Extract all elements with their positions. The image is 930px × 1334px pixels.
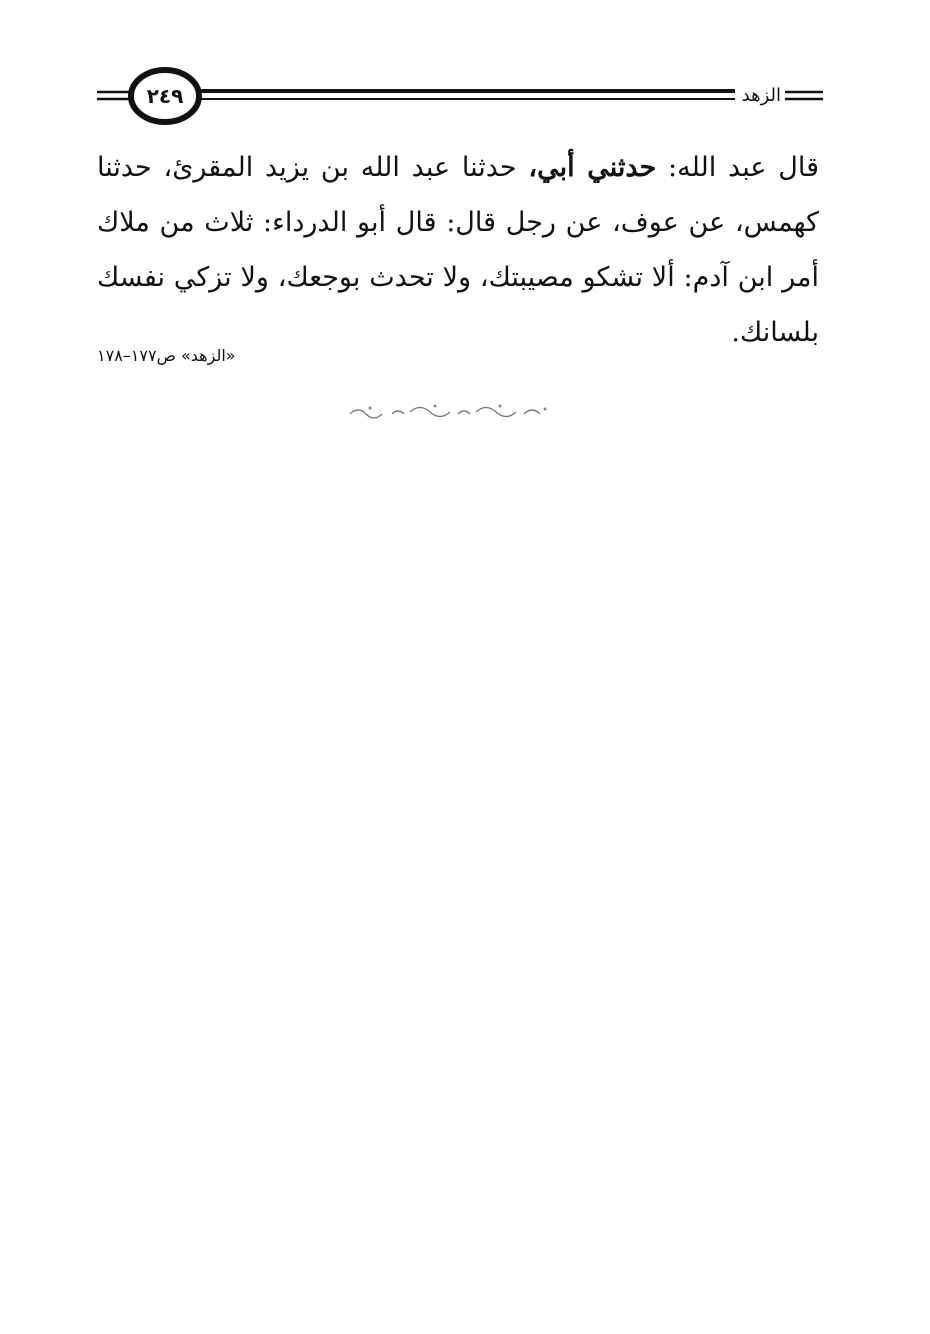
header-rule-ornament (95, 66, 825, 126)
source-reference: «الزهد» ص١٧٧–١٧٨ (97, 346, 236, 365)
running-title: الزهد (738, 80, 785, 112)
narration-bold-phrase: حدثني أبي، (528, 152, 657, 183)
page-number: ٢٤٩ (146, 84, 184, 108)
narration-paragraph (97, 140, 819, 360)
page-header (95, 66, 825, 126)
narration-intro: قال عبد الله: (656, 152, 820, 183)
narration-rest: حدثنا عبد الله بن يزيد المقرئ، حدثنا كهمس، عن عوف، عن رجل قال: قال أبو الدرداء: ثلاث من ملاك أمر ابن آدم: ألا تشكو مصيبتك، ولا تحدث بوجعك، ولا تزكي نفسك بلسانك. (97, 152, 819, 348)
section-divider-ornament (340, 400, 560, 424)
